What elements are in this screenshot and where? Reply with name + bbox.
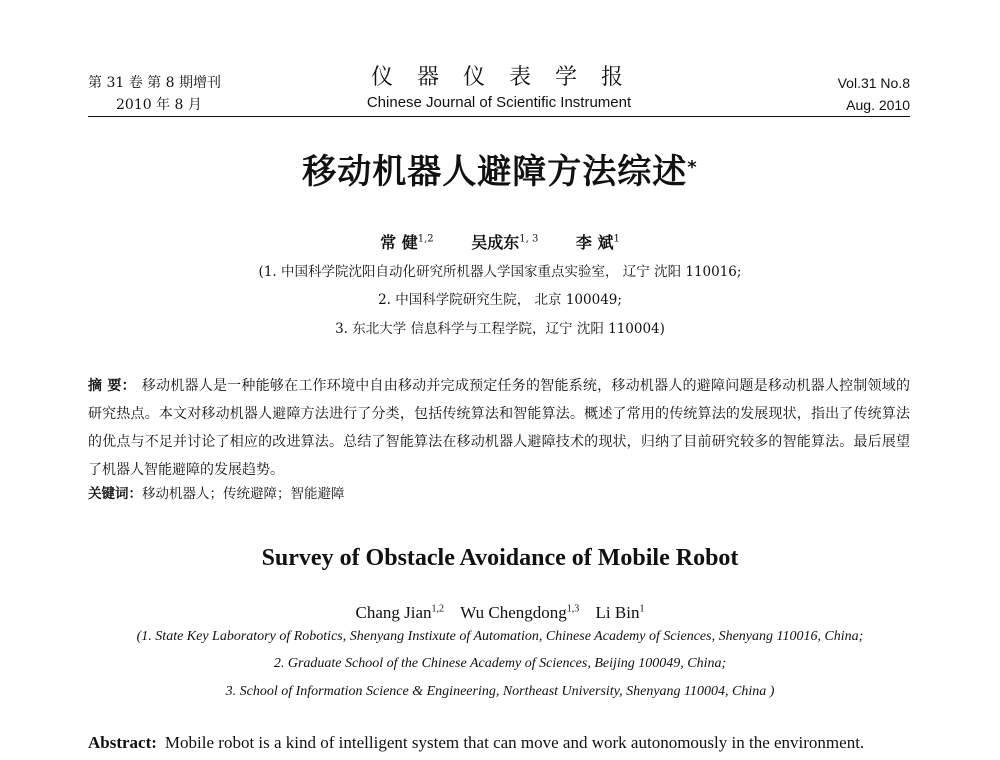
abstract-cn-text: 移动机器人是一种能够在工作环境中自由移动并完成预定任务的智能系统，移动机器人的避障问题是移动机器人控制领域的研究热点。本文对移动机器人避障方法进行了分类，包括传统算法和智能算法。概述了常用的传统算法的发展现状，指出了传统算法的优点与不足并讨论了相应的改进算法。总结了智能算法在移动机器人避障技术的现状，归纳了目前研究较多的智能算法。最后展望了机器人智能避障的发展趋势。 — [88, 378, 910, 478]
author-en-name: Li Bin — [595, 602, 640, 622]
keywords-cn — [88, 484, 910, 504]
affiliation-cn-2: 2. 中国科学院研究生院， 北京 100049; — [378, 292, 622, 308]
author-en — [460, 603, 579, 622]
paper-title-en: Survey of Obstacle Avoidance of Mobile Robot — [261, 545, 739, 571]
volume-issue-cn: 第 31 卷 第 8 期增刊 — [88, 75, 221, 91]
volume-en: Vol.31 No.8 — [837, 75, 910, 91]
abstract-en — [88, 731, 928, 755]
author-en-affil: 1,3 — [566, 603, 580, 614]
journal-name-en: Chinese Journal of Scientific Instrument — [366, 94, 632, 111]
author-cn-affil: 1, 3 — [519, 234, 539, 245]
abstract-en-label: Abstract: — [88, 733, 157, 752]
affiliation-cn-1: (1. 中国科学院沈阳自动化研究所机器人学国家重点实验室， 辽宁 沈阳 110016; — [258, 264, 742, 280]
affiliation-en-3: 3. School of Information Science & Engineering, Northeast University, Shenyang 110004, China ) — [225, 684, 775, 699]
author-en-affil: 1,2 — [431, 603, 445, 614]
header-center — [88, 64, 910, 114]
author-en-affil: 1 — [639, 603, 645, 614]
journal-name-cn: 仪器仪表学报 — [370, 65, 647, 90]
author-cn-name: 李 斌 — [575, 233, 614, 253]
keywords-cn-text: 移动机器人；传统避障；智能避障 — [142, 486, 345, 502]
author-en — [596, 603, 645, 622]
abstract-cn-label: 摘 要： — [88, 378, 136, 394]
author-cn — [380, 233, 433, 252]
date-cn: 2010 年 8 月 — [116, 97, 202, 113]
affiliation-cn-3: 3. 东北大学 信息科学与工程学院，辽宁 沈阳 110004) — [335, 321, 665, 337]
abstract-cn — [88, 372, 910, 484]
author-en-name: Wu Chengdong — [460, 602, 567, 622]
author-cn — [471, 233, 538, 252]
abstract-en-text: Mobile robot is a kind of intelligent system that can move and work autonomously in the environment. — [164, 733, 865, 752]
journal-header — [88, 64, 910, 116]
authors-cn — [0, 229, 1000, 254]
author-en — [356, 603, 445, 622]
author-cn — [576, 233, 620, 252]
affiliation-en-2: 2. Graduate School of the Chinese Academy of Sciences, Beijing 100049, China; — [273, 656, 727, 671]
author-cn-name: 常 健 — [380, 233, 418, 253]
author-cn-name: 吴成东 — [471, 233, 520, 253]
title-footnote-mark: * — [687, 157, 698, 178]
author-cn-affil: 1 — [613, 234, 620, 245]
author-cn-affil: 1,2 — [417, 234, 434, 245]
paper-title-cn — [0, 150, 1000, 194]
authors-en — [0, 598, 1000, 624]
date-en: Aug. 2010 — [846, 97, 910, 113]
affiliation-en-1: (1. State Key Laboratory of Robotics, Shenyang Instixute of Automation, Chinese Academy of Sciences, Shenyang 110016, China; — [136, 629, 864, 644]
header-right — [838, 72, 910, 116]
header-divider — [88, 116, 910, 117]
keywords-cn-label: 关键词： — [88, 486, 142, 502]
title-cn-text: 移动机器人避障方法综述 — [302, 152, 688, 192]
author-en-name: Chang Jian — [355, 602, 432, 622]
